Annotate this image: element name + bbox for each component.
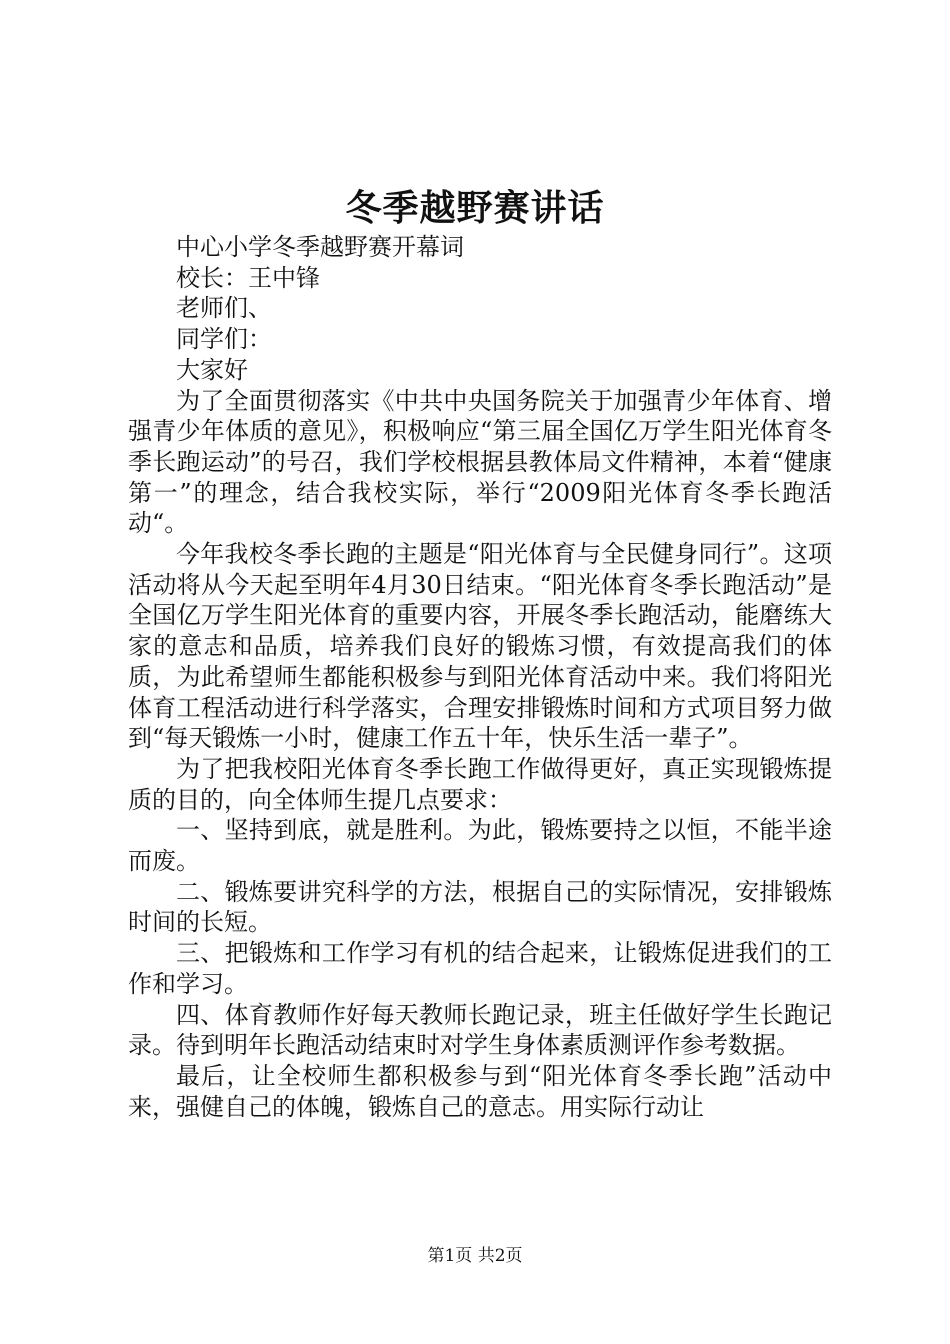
- paragraph-requirement-3: 三、把锻炼和工作学习有机的结合起来，让锻炼促进我们的工作和学习。: [128, 939, 832, 998]
- paragraph-speaker: 校长：王中锋: [176, 263, 320, 292]
- document-title: 冬季越野赛讲话: [345, 187, 605, 229]
- paragraph-greeting-teachers: 老师们、: [176, 294, 272, 323]
- document-body: [128, 232, 832, 1122]
- paragraph-closing: 最后，让全校师生都积极参与到“阳光体育冬季长跑”活动中来，强健自己的体魄，锻炼自己的意志。用实际行动让: [128, 1061, 832, 1121]
- paragraph-subtitle: 中心小学冬季越野赛开幕词: [176, 233, 464, 261]
- paragraph-intro: 为了全面贯彻落实《中共中央国务院关于加强青少年体育、增强青少年体质的意见》，积极响应“第三届全国亿万学生阳光体育冬季长跑运动”的号召，我们学校根据县教体局文件精神，本着“健康第一”的理念，结合我校实际，举行“2009阳光体育冬季长跑活动“。: [128, 386, 832, 538]
- paragraph-requirement-4: 四、体育教师作好每天教师长跑记录，班主任做好学生长跑记录。待到明年长跑活动结束时对学生身体素质测评作参考数据。: [128, 1000, 832, 1060]
- page-footer: 第1页 共2页: [427, 1246, 523, 1266]
- paragraph-requirements-intro: 为了把我校阳光体育冬季长跑工作做得更好，真正实现锻炼提质的目的，向全体师生提几点要求：: [128, 754, 832, 814]
- paragraph-greeting-students: 同学们：: [176, 325, 272, 354]
- paragraph-greeting-all: 大家好: [176, 355, 248, 384]
- paragraph-requirement-1: 一、坚持到底，就是胜利。为此，锻炼要持之以恒，不能半途而废。: [128, 816, 832, 876]
- paragraph-requirement-2: 二、锻炼要讲究科学的方法，根据自己的实际情况，安排锻炼时间的长短。: [128, 877, 832, 937]
- paragraph-theme: 今年我校冬季长跑的主题是“阳光体育与全民健身同行”。这项活动将从今天起至明年4月30日结束。“阳光体育冬季长跑活动”是全国亿万学生阳光体育的重要内容，开展冬季长跑活动，能磨练大家的意志和品质，培养我们良好的锻炼习惯，有效提高我们的体质，为此希望师生都能积极参与到阳光体育活动中来。我们将阳光体育工程活动进行科学落实，合理安排锻炼时间和方式项目努力做到“每天锻炼一小时，健康工作五十年，快乐生活一辈子”。: [128, 540, 832, 753]
